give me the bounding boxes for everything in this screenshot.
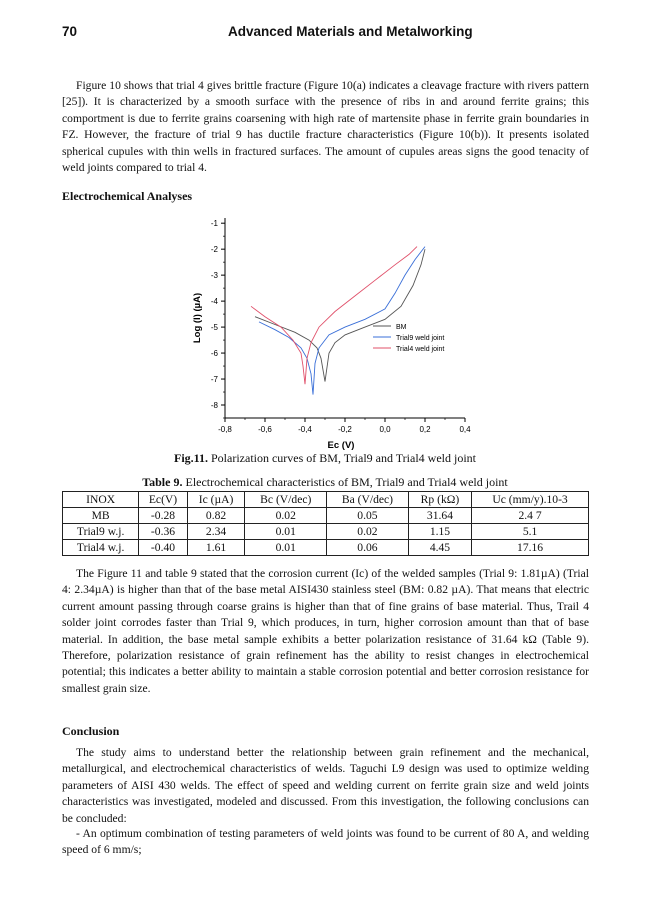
chart-lines xyxy=(251,247,425,395)
journal-title: Advanced Materials and Metalworking xyxy=(228,24,473,39)
section-heading-conclusion: Conclusion xyxy=(62,724,120,738)
chart-svg xyxy=(180,210,480,455)
section-heading-electrochemical: Electrochemical Analyses xyxy=(62,189,193,203)
y-tick-label: -1 xyxy=(210,219,218,229)
table-cell: 4.45 xyxy=(408,540,471,556)
x-tick-label: -0,4 xyxy=(298,425,312,434)
series-line-1 xyxy=(259,247,425,395)
figure-caption-label: Fig.11. xyxy=(173,451,208,465)
figure-caption-text: Polarization curves of BM, Trial9 and Trial4 weld joint xyxy=(208,451,476,465)
paragraph-corrosion: The Figure 11 and table 9 stated that the corrosion current (Ic) of the welded samples (Trial 9: 1.81µA) (Trial 4: 2.34µA) is higher than that of the base metal AISI430 stainless steel (BM: 0.82 µA). That means that electric current amount passing through coarse grains is higher than that of fine grains of base material. Thus, Trail 4 solder joint corrodes faster than Trial 9, which produces, in turn, higher corrosion amount than that of base material. In addition, the base metal sample exhibits a better polarization resistance of 31.64 kΩ (Table 9). Therefore, polarization resistance of grain refinement has the ability to resist changes in electrochemical potential; this indicates a better ability to maintain a stable corrosion potential and better corrosion resistance for smallest grain size. xyxy=(62,567,589,695)
paragraph-conclusion: The study aims to understand better the relationship between grain refinement and the mechanical, metallurgical, and electrochemical characteristics of welds. Taguchi L9 design was used to optimize welding parameters of AISI 430 welds. The effect of speed and welding current on ferrite grain size and weld joints characteristics was investigated, modeled and discussed. From this investigation, the following conclusions can be concluded: xyxy=(62,746,589,825)
series-line-2 xyxy=(251,247,417,385)
table-cell: 0.82 xyxy=(187,508,245,524)
legend-label: Trial4 weld joint xyxy=(396,346,445,353)
table-header-cell: Ec(V) xyxy=(139,492,187,508)
y-tick-label: -4 xyxy=(210,297,218,307)
table-cell: 5.1 xyxy=(472,524,589,540)
y-tick-label: -8 xyxy=(210,401,218,411)
table-header-cell: Ba (V/dec) xyxy=(327,492,409,508)
x-tick-label: 0,2 xyxy=(419,425,431,434)
table-header-cell: INOX xyxy=(63,492,139,508)
electrochemical-table xyxy=(62,491,589,556)
y-tick-label: -7 xyxy=(210,375,218,385)
table-cell: Trial9 w.j. xyxy=(63,524,139,540)
table-cell: -0.36 xyxy=(139,524,187,540)
paragraph-fracture: Figure 10 shows that trial 4 gives brittle fracture (Figure 10(a) indicates a cleavage fracture with rivers pattern [25]). It is characterized by a smooth surface with the presence of ribs in and around ferrite grains; this comportment is due to ferrite grains coarsening with high rate of martensite phase in ferrite grain boundaries in FZ. However, the fracture of trial 9 has ductile fracture characteristics (Figure 10(b)). It presents isolated spherical cupules with thin wells in fractured surfaces. The amount of cupules areas signs the good tenacity of weld joints compared to trial 4. xyxy=(62,79,589,175)
table-cell: 17.16 xyxy=(472,540,589,556)
legend-label: BM xyxy=(396,324,407,331)
table-cell: MB xyxy=(63,508,139,524)
y-tick-label: -3 xyxy=(210,271,218,281)
table-cell: 0.02 xyxy=(327,524,409,540)
x-tick-label: 0,4 xyxy=(459,425,471,434)
figure-caption xyxy=(0,451,650,466)
chart-legend xyxy=(373,324,444,353)
table-caption-text: Electrochemical characteristics of BM, Trial9 and Trial4 weld joint xyxy=(182,475,508,489)
table-header-cell: Ic (µA) xyxy=(187,492,245,508)
table-header-cell: Rp (kΩ) xyxy=(408,492,471,508)
page-number: 70 xyxy=(62,24,78,39)
page-header xyxy=(62,24,592,44)
polarization-chart xyxy=(180,210,480,455)
table-caption xyxy=(0,475,650,490)
series-line-0 xyxy=(255,249,425,381)
table-row xyxy=(63,508,589,524)
table-cell: 2.4 7 xyxy=(472,508,589,524)
y-tick-label: -5 xyxy=(210,323,218,333)
table-cell: 0.05 xyxy=(327,508,409,524)
x-tick-label: 0,0 xyxy=(379,425,391,434)
table-cell: 0.01 xyxy=(245,524,327,540)
x-axis-label: Ec (V) xyxy=(327,440,355,451)
table-cell: Trial4 w.j. xyxy=(63,540,139,556)
table-cell: 0.06 xyxy=(327,540,409,556)
table-cell: 2.34 xyxy=(187,524,245,540)
table-cell: 0.02 xyxy=(245,508,327,524)
x-tick-label: -0,8 xyxy=(218,425,232,434)
table-cell: 1.61 xyxy=(187,540,245,556)
paragraph-conclusion-bullet: - An optimum combination of testing parameters of weld joints was found to be current of 80 A, and welding speed of 6 mm/s; xyxy=(62,827,589,857)
table-header-row xyxy=(63,492,589,508)
table-header-cell: Uc (mm/y).10-3 xyxy=(472,492,589,508)
table-header-cell: Bc (V/dec) xyxy=(245,492,327,508)
legend-label: Trial9 weld joint xyxy=(396,335,445,342)
y-tick-label: -2 xyxy=(210,245,218,255)
table-row xyxy=(63,540,589,556)
table-cell: 0.01 xyxy=(245,540,327,556)
y-tick-label: -6 xyxy=(210,349,218,359)
y-axis-label: Log (I) (µA) xyxy=(192,292,203,344)
table-cell: -0.28 xyxy=(139,508,187,524)
x-tick-label: -0,2 xyxy=(338,425,352,434)
table-cell: 1.15 xyxy=(408,524,471,540)
table-cell: 31.64 xyxy=(408,508,471,524)
table-row xyxy=(63,524,589,540)
table-cell: -0.40 xyxy=(139,540,187,556)
table-caption-label: Table 9. xyxy=(142,475,183,489)
x-tick-label: -0,6 xyxy=(258,425,272,434)
